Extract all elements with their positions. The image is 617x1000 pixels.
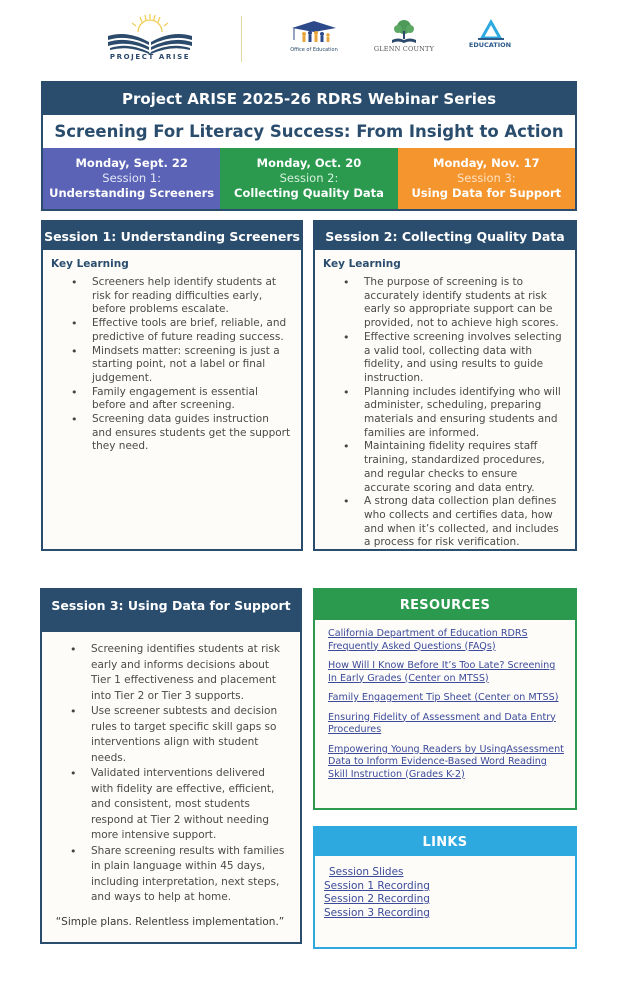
resources-panel [313,588,577,810]
links-heading: LINKS [315,828,575,856]
link-session-slides[interactable]: Session Slides [329,866,404,878]
bullet-item: • Planning includes identifying who will administer, scheduling, preparing materials and ensuring students and families are informed. [343,386,565,441]
bullet-item: • Effective tools are brief, reliable, and predictive of future reading success. [71,317,291,344]
session-label: Session 3: [456,171,516,185]
schedule-session-2 [220,148,397,209]
cccoe-wordmark: Office of Education [290,47,338,53]
session-date: Monday, Sept. 22 [75,156,188,170]
session-2-card [313,220,577,551]
session-title: Collecting Quality Data [234,186,384,200]
session-schedule [43,148,575,209]
session-1-bullets [51,276,291,454]
links-panel [313,826,577,949]
bullet-item: • Screening identifies students at risk early and informs decisions about Tier 1 effectiveness and placement into Tier 2 or Tier 3 supports. [70,642,290,704]
bullet-item: • Screening data guides instruction and ensures students get the support they need. [71,413,291,454]
resources-heading: RESOURCES [315,590,575,620]
session-2-bullets [323,276,565,550]
session-title: Using Data for Support [411,186,562,200]
education-office-logo-icon [466,18,516,58]
resource-link-empowering-young-readers[interactable]: Empowering Young Readers by UsingAssessment Data to Inform Evidence-Based Word Reading Skill Instruction (Grades K-2) [328,743,564,780]
session-label: Session 1: [102,171,162,185]
bullet-item: • Maintaining fidelity requires staff training, standardized procedures, and regular checks to ensure accurate scoring and data entry. [343,440,565,495]
closing-quote: “Simple plans. Relentless implementation.” [55,915,285,928]
link-session-3-recording[interactable]: Session 3 Recording [324,906,430,919]
series-subtitle: Screening For Literacy Success: From Insight to Action [43,115,575,148]
session-3-heading: Session 3: Using Data for Support [42,590,300,632]
session-2-heading: Session 2: Collecting Quality Data [315,222,575,250]
key-learning-label: Key Learning [323,258,401,270]
bullet-item: • Effective screening involves selecting a valid tool, collecting data with fidelity, and using results to guide instruction. [343,331,565,386]
logo-row [0,10,617,68]
series-header [41,81,577,211]
bullet-item: • Screeners help identify students at risk for reading difficulties early, before problems escalate. [71,276,291,317]
session-label: Session 2: [279,171,339,185]
session-3-bullets [50,642,290,906]
link-session-2-recording[interactable]: Session 2 Recording [324,893,430,905]
bullet-item: • A strong data collection plan defines who collects and certifies data, how and when it’s collected, and includes a process for risk verification. [343,495,565,550]
session-1-card [41,220,303,551]
education-wordmark: EDUCATION [468,41,512,49]
key-learning-label: Key Learning [51,258,129,270]
resource-link-ensuring-fidelity[interactable]: Ensuring Fidelity of Assessment and Data Entry Procedures [328,711,556,735]
session-title: Understanding Screeners [49,186,215,200]
resource-link-screening-early-grades[interactable]: How Will I Know Before It’s Too Late? Screening In Early Grades (Center on MTSS) [328,660,556,684]
bullet-item: • Share screening results with families in plain language within 45 days, including interpretation, next steps, and ways to help at home. [70,844,290,906]
resource-link-cde-rdrs-faqs[interactable]: California Department of Education RDRS Frequently Asked Questions (FAQs) [328,628,528,652]
session-date: Monday, Nov. 17 [433,156,540,170]
link-session-1-recording[interactable]: Session 1 Recording [324,879,430,892]
bullet-item: • Family engagement is essential before and after screening. [71,386,291,413]
series-title: Project ARISE 2025-26 RDRS Webinar Series [121,90,497,108]
bullet-item: • Use screener subtests and decision rules to target specific skill gaps so interventions align with student needs. [70,704,290,766]
logo-divider [241,16,242,62]
bullet-item: • The purpose of screening is to accurately identify students at risk early so appropriate support can be provided, not to achieve high scores. [343,276,565,331]
session-3-card [40,588,302,944]
session-date: Monday, Oct. 20 [256,156,362,170]
bullet-item: • Validated interventions delivered with fidelity are effective, efficient, and consistent, most students respond at Tier 2 without needing more intensive support. [70,766,290,844]
session-1-heading: Session 1: Understanding Screeners [43,222,301,250]
schedule-session-1 [43,148,220,209]
glenn-county-wordmark: GLENN COUNTY [373,45,435,53]
schedule-session-3 [398,148,575,209]
bullet-item: • Mindsets matter: screening is just a starting point, not a label or final judgement. [71,345,291,386]
resource-link-family-engagement-tip-sheet[interactable]: Family Engagement Tip Sheet (Center on MTSS) [328,692,559,703]
project-arise-wordmark: PROJECT ARISE [109,53,191,61]
